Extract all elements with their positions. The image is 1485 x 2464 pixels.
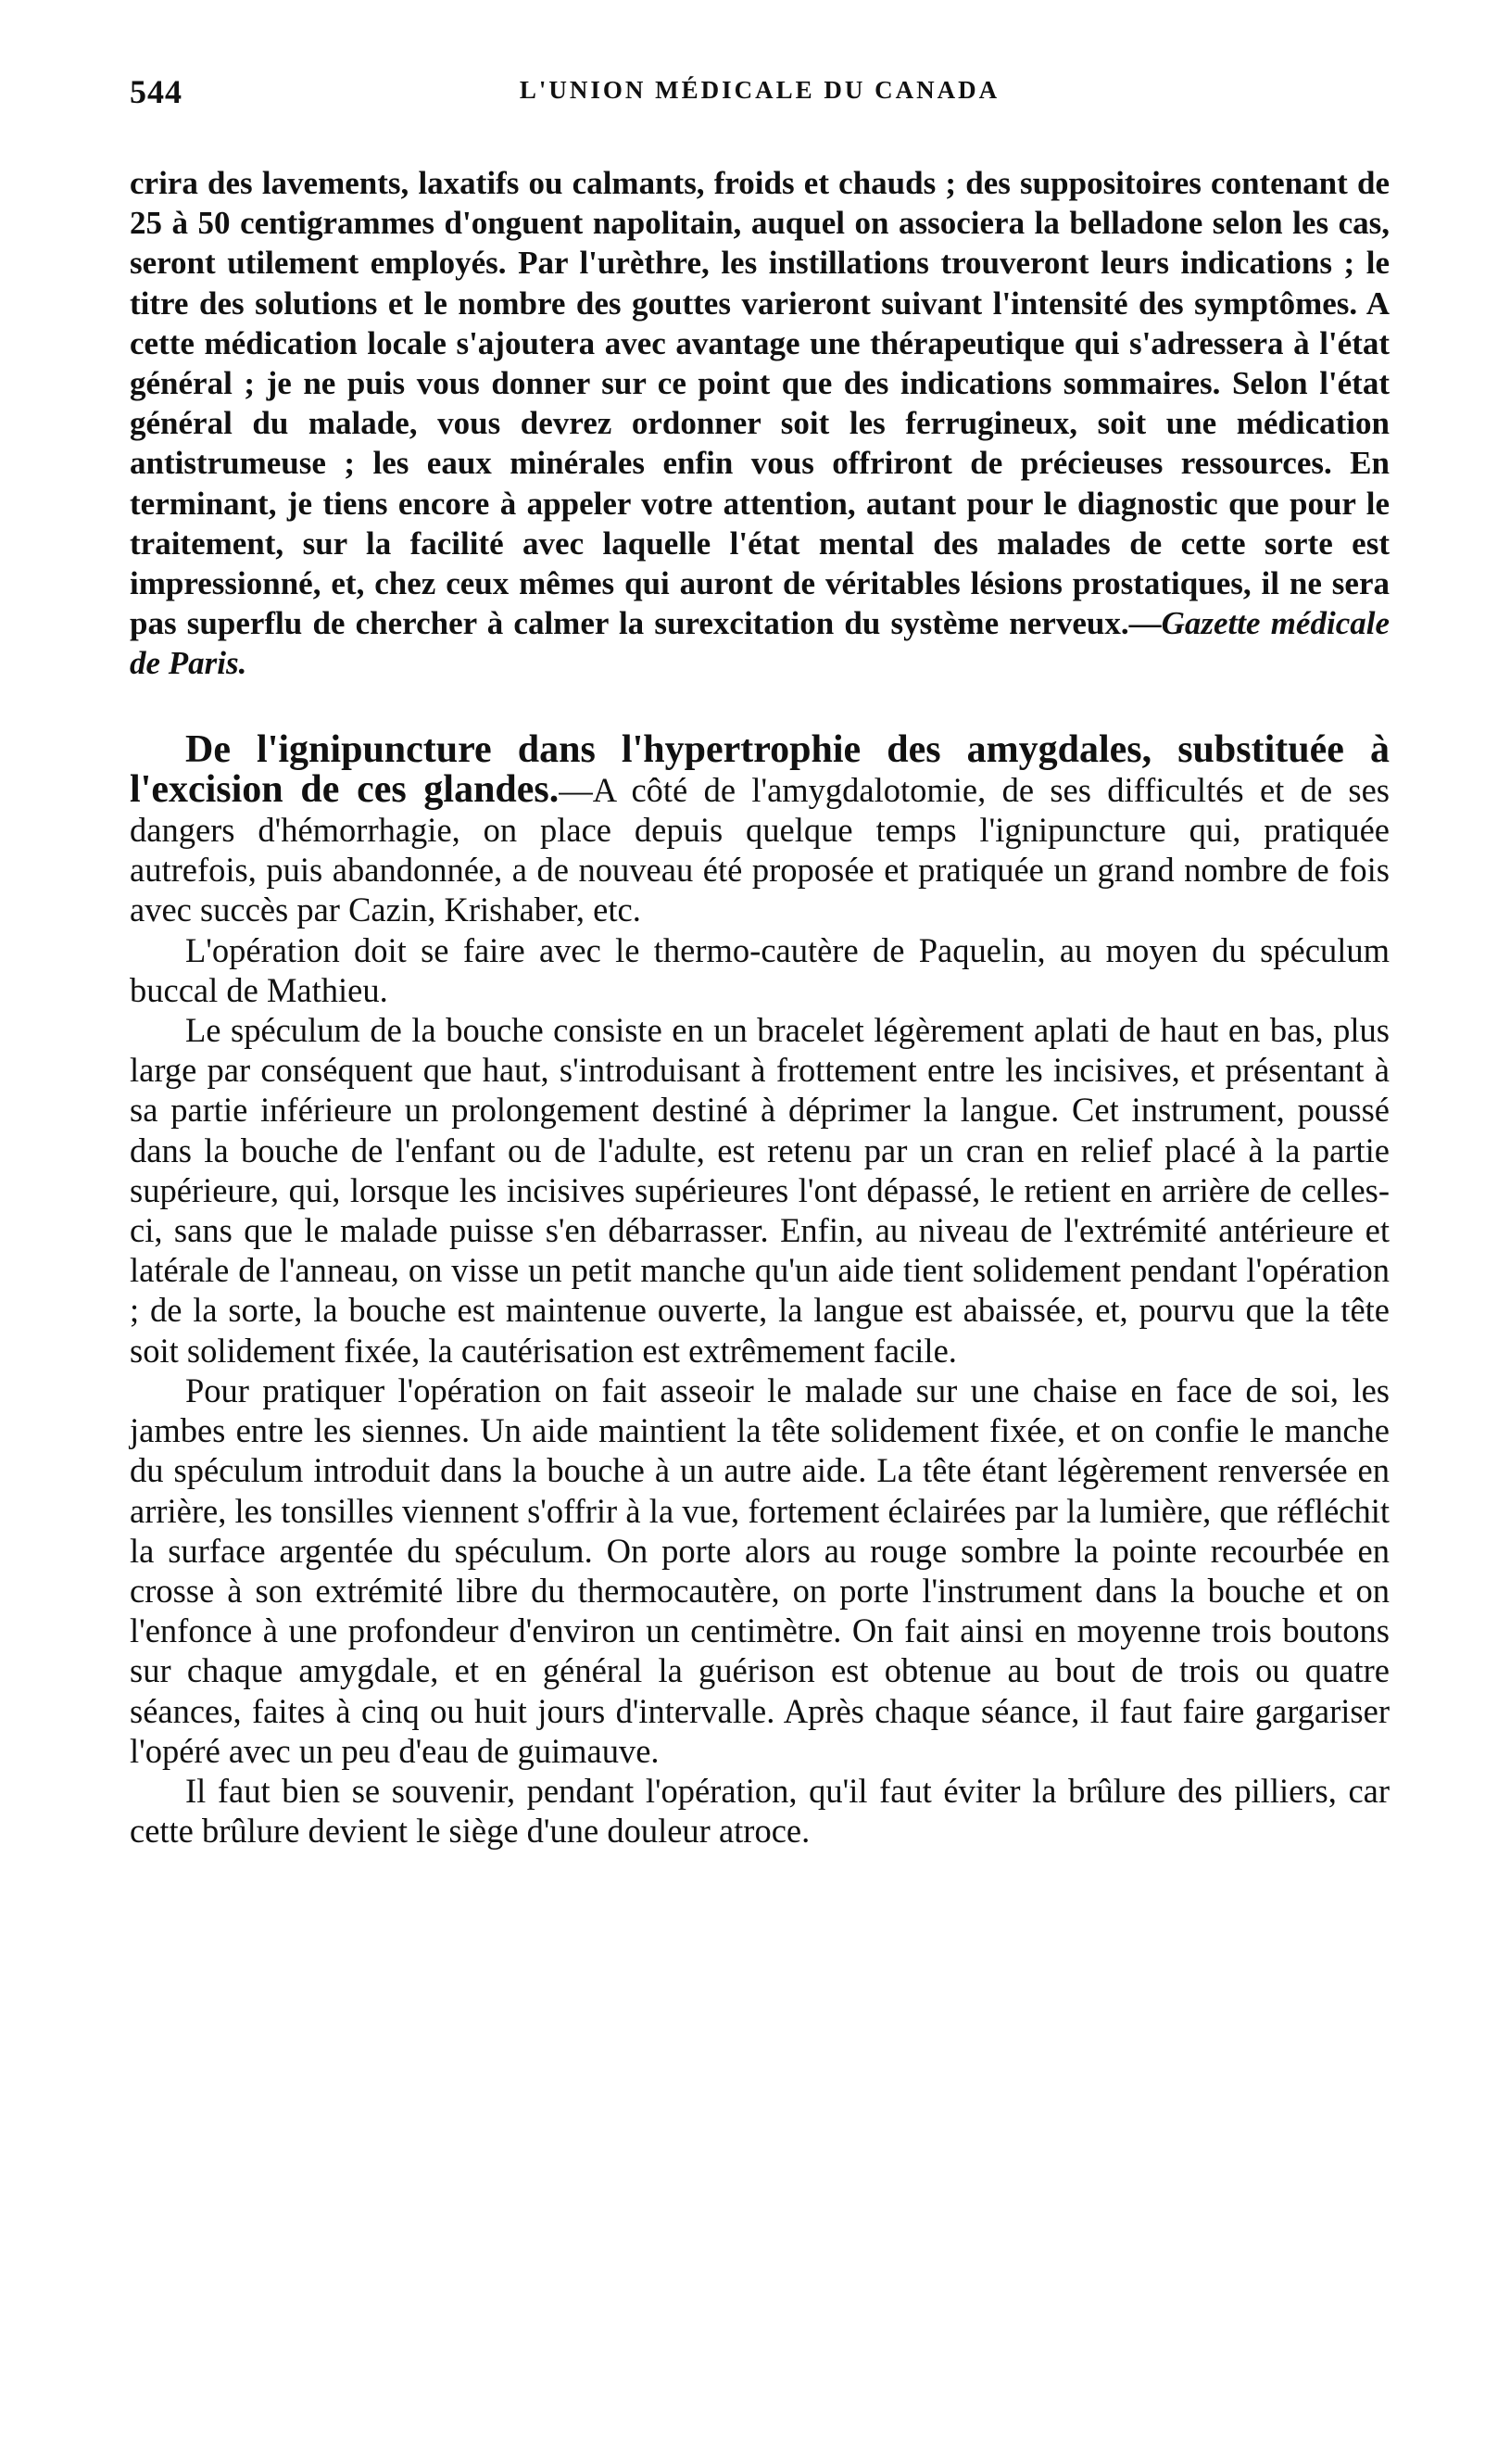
article-source: Gazette médicale de Paris. xyxy=(130,605,1390,682)
running-head xyxy=(130,72,1390,119)
article-lead-paragraph xyxy=(130,727,1390,930)
article-paragraph-2: Le spéculum de la bouche consiste en un bracelet légèrement aplati de haut en bas, plus large par conséquent que haut, s'introduisant à frottement entre les incisives, et présentant à sa partie inférieure un prolongement destiné à déprimer la langue. Cet instrument, poussé dans la bouche de l'enfant ou de l'adulte, est retenu par un cran en relief placé à la partie supérieure, qui, lorsque les incisives supérieures l'ont dépassé, le retient en arrière de celles-ci, sans que le malade puisse s'en débarrasser. Enfin, au niveau de l'extrémité antérieure et latérale de l'anneau, on visse un petit manche qu'un aide tient solidement pendant l'opération ; de la sorte, la bouche est maintenue ouverte, la langue est abaissée, et, pourvu que la tête soit solidement fixée, la cautérisation est extrêmement facile. xyxy=(130,1011,1390,1370)
journal-title: L'UNION MÉDICALE DU CANADA xyxy=(519,76,1000,104)
section-gap xyxy=(130,684,1390,730)
article-lead: —A côté de l'amygdalotomie, de ses difficultés et de ses dangers d'hémorrhagie, on place depuis quelque temps l'ignipuncture qui, pratiquée autrefois, puis abandonnée, a de nouveau été proposée et pratiquée un grand nombre de fois avec succès par Cazin, Krishaber, etc. xyxy=(130,770,1390,929)
continued-article-text: crira des lavements, laxatifs ou calmants, froids et chauds ; des suppositoires contenant de 25 à 50 centigrammes d'onguent napolitain, auquel on associera la belladone selon les cas, seront utilement employés. Par l'urèthre, les instillations trouveront leurs indications ; le titre des solutions et le nombre des gouttes varieront suivant l'intensité des symptômes. A cette médication locale s'ajoutera avec avantage une thérapeutique qui s'adressera à l'état général ; je ne puis vous donner sur ce point que des indications sommaires. Selon l'état général du malade, vous devrez ordonner soit les ferrugineux, soit une médication antistrumeuse ; les eaux minérales enfin vous offriront de précieuses ressources. En terminant, je tiens encore à appeler votre attention, autant pour le diagnostic que pour le traitement, sur la facilité avec laquelle l'état mental des malades de cette sorte est impressionné, et, chez ceux mêmes qui auront de véritables lésions prostatiques, il ne sera pas superflu de chercher à calmer la surexcitation du système nerveux.— xyxy=(130,165,1390,642)
continued-article-paragraph xyxy=(130,163,1390,684)
article-paragraph-4: Il faut bien se souvenir, pendant l'opération, qu'il faut éviter la brûlure des pilliers, car cette brûlure devient le siège d'une douleur atroce. xyxy=(130,1771,1390,1851)
page-number: 544 xyxy=(130,73,182,110)
article-paragraph-1: L'opération doit se faire avec le thermo-cautère de Paquelin, au moyen du spéculum buccal de Mathieu. xyxy=(130,930,1390,1009)
article-paragraph-3: Pour pratiquer l'opération on fait asseoir le malade sur une chaise en face de soi, les jambes entre les siennes. Un aide maintient la tête solidement fixée, et on confie le manche du spéculum introduit dans la bouche à un autre aide. La tête étant légèrement renversée en arrière, les tonsilles viennent s'offrir à la vue, fortement éclairées par la lumière, que réfléchit la surface argentée du spéculum. On porte alors au rouge sombre la pointe recourbée en crosse à son extrémité libre du thermocautère, on porte l'instrument dans la bouche et on l'enfonce à une profondeur d'environ un centimètre. On fait ainsi en moyenne trois boutons sur chaque amygdale, et en général la guérison est obtenue au bout de trois ou quatre séances, faites à cinq ou huit jours d'intervalle. Après chaque séance, il faut faire gargariser l'opéré avec un peu d'eau de guimauve. xyxy=(130,1371,1390,1770)
article-title: De l'ignipuncture dans l'hypertrophie des amygdales, substituée à l'excision de ces glandes. xyxy=(130,727,1390,811)
page xyxy=(130,72,1390,1851)
